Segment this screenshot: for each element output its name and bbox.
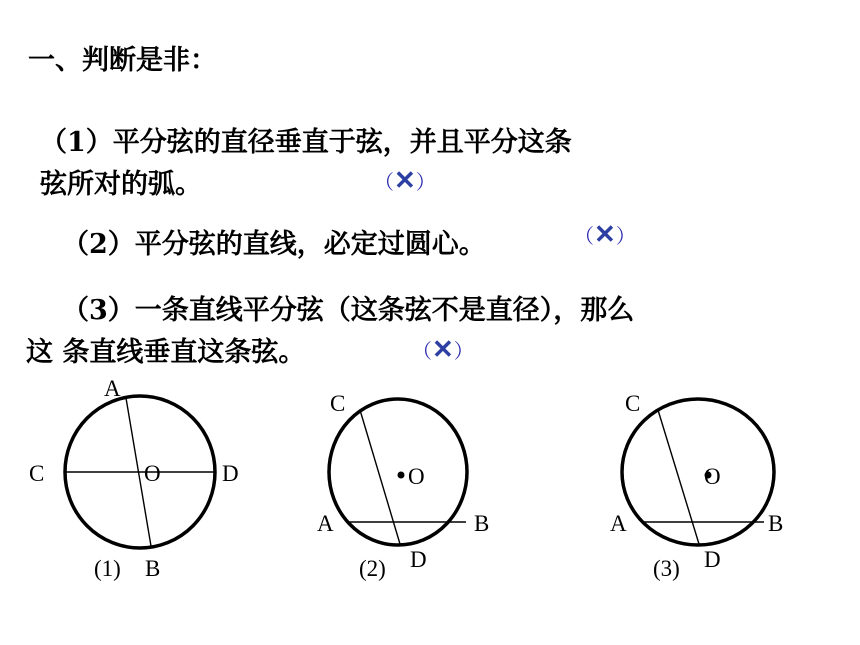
figure-2 [317, 391, 489, 581]
circle-3 [622, 399, 774, 545]
answer-close-paren: ） [615, 224, 636, 248]
label-a: A [610, 511, 627, 536]
label-b: B [768, 511, 784, 536]
chord-cd-3 [658, 410, 699, 544]
figure-caption: (1) [94, 556, 121, 581]
answer-open-paren: （ [412, 339, 432, 363]
question-3-line-2: 这 条直线垂直这条弦。 [26, 337, 306, 368]
cross-icon: ✕ [394, 166, 416, 196]
answer-open-paren: （ [574, 224, 594, 248]
label-c: C [29, 461, 45, 486]
figure-caption: (3) [653, 556, 680, 581]
label-a: A [104, 376, 121, 401]
chord-cd-2 [360, 410, 400, 544]
label-o: O [144, 461, 161, 486]
label-a: A [317, 511, 334, 536]
label-b: B [474, 511, 490, 536]
center-dot [398, 472, 405, 479]
answer-close-paren: ） [453, 339, 474, 363]
figure-caption: (2) [359, 556, 386, 581]
label-c: C [625, 391, 641, 416]
question-1-line-1: （1）平分弦的直径垂直于弦，并且平分这条 [40, 127, 572, 158]
answer-open-paren: （ [374, 170, 394, 194]
figure-3 [610, 391, 783, 581]
cross-icon: ✕ [432, 335, 454, 365]
label-d: D [704, 547, 721, 572]
question-1-line-2: 弦所对的弧。 [40, 169, 202, 200]
label-o: O [704, 464, 721, 489]
label-d: D [410, 547, 427, 572]
label-b: B [145, 556, 161, 581]
label-c: C [330, 391, 346, 416]
question-3-line-1: （3）一条直线平分弦（这条弦不是直径），那么 [62, 295, 635, 326]
label-o: O [408, 464, 425, 489]
circle-2 [329, 399, 467, 545]
label-d: D [222, 461, 239, 486]
cross-icon: ✕ [594, 220, 616, 250]
question-2-line-1: （2）平分弦的直线，必定过圆心。 [62, 229, 486, 260]
section-heading: 一、判断是非： [28, 45, 217, 76]
figure-1 [29, 376, 239, 581]
answer-close-paren: ） [415, 170, 436, 194]
